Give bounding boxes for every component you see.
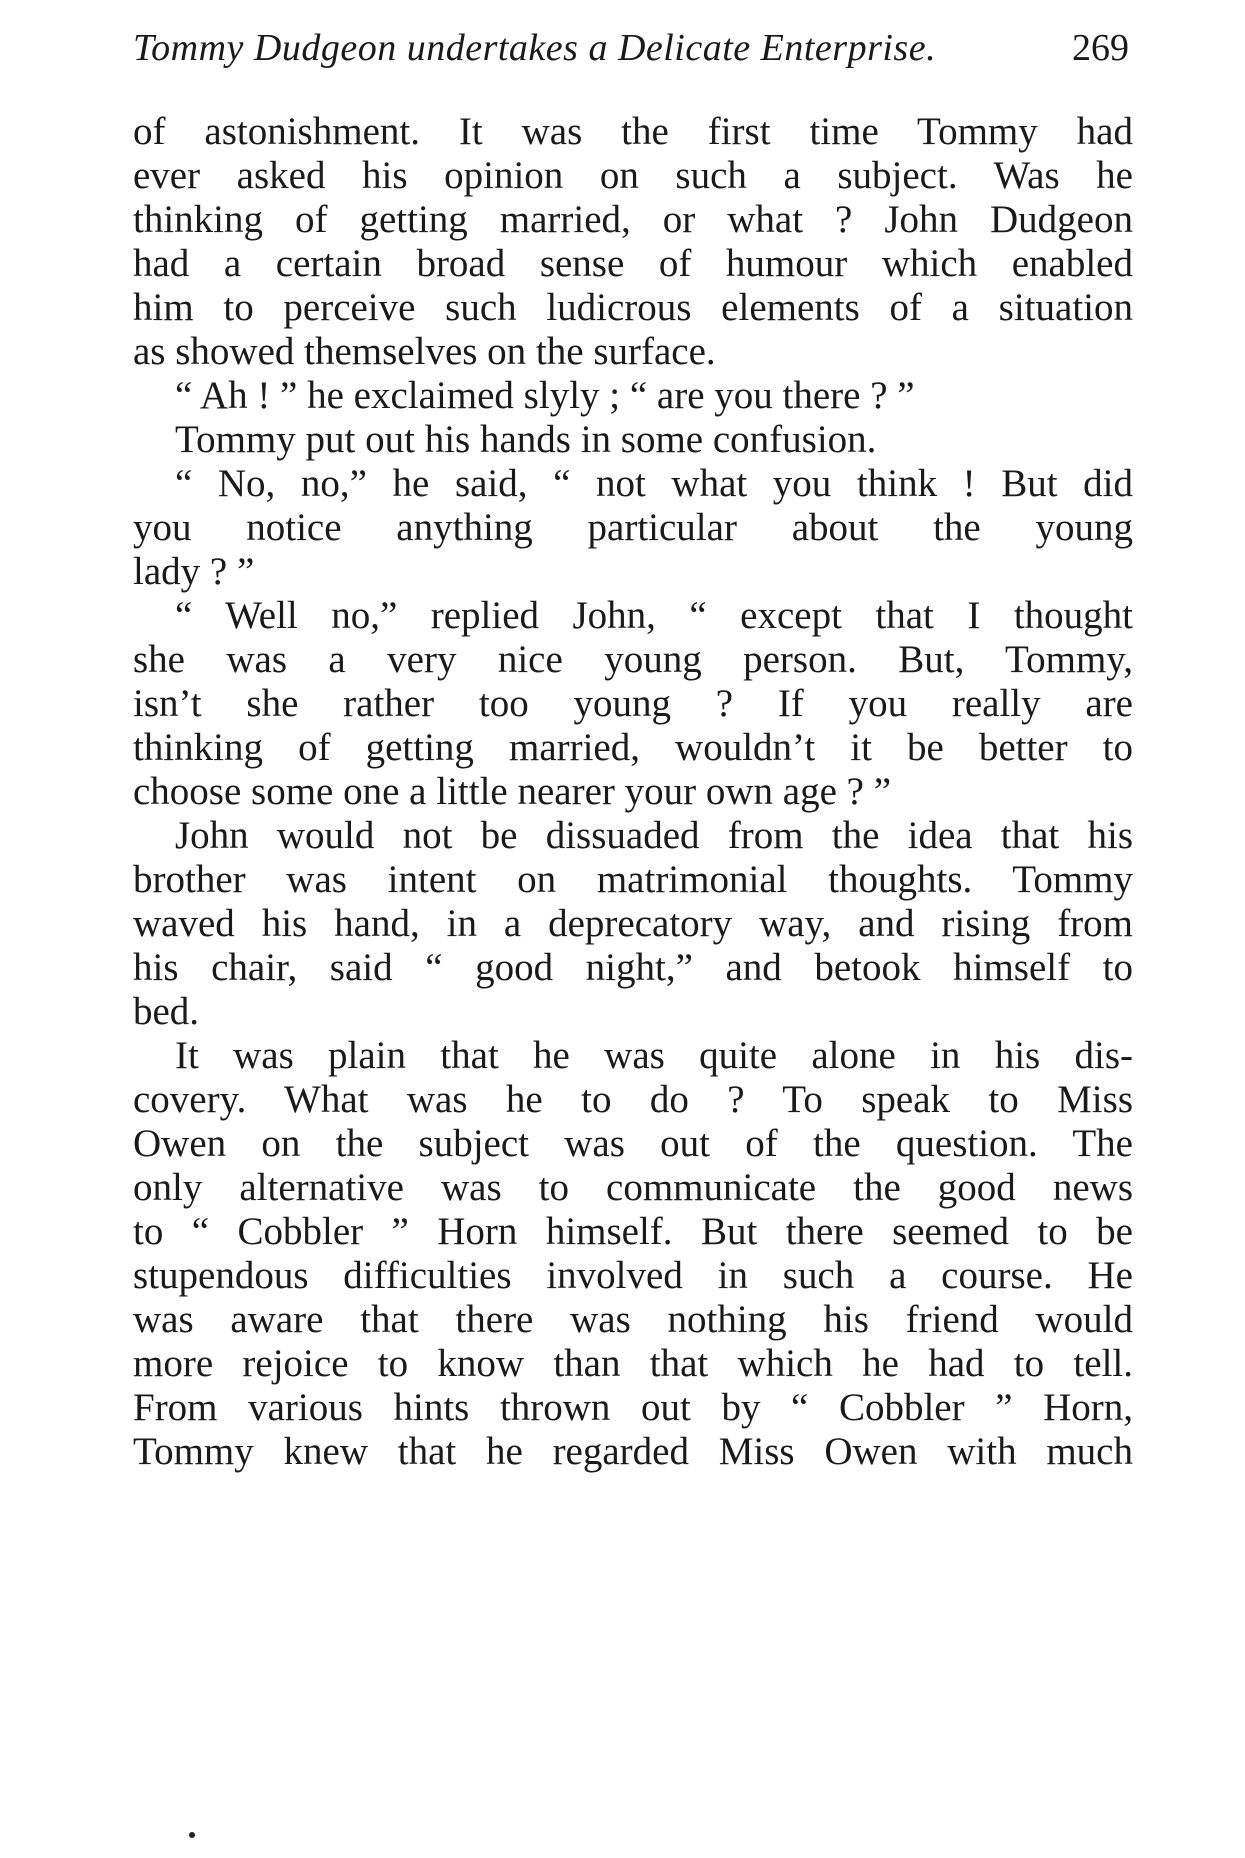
text-line: was aware that there was nothing his friend would [133,1298,1133,1341]
page-number: 269 [1072,27,1129,69]
text-line: bed. [133,990,200,1033]
text-line: “ Ah ! ” he exclaimed slyly ; “ are you there ? ” [175,374,915,417]
running-title: Tommy Dudgeon undertakes a Delicate Enterprise. [133,27,937,69]
text-line: only alternative was to communicate the good news [133,1166,1133,1209]
text-line: as showed themselves on the surface. [133,330,716,373]
text-line: she was a very nice young person. But, Tommy, [133,638,1133,681]
text-line: his chair, said “ good night,” and betook himself to [133,946,1133,989]
text-line: Owen on the subject was out of the question. The [133,1122,1133,1165]
text-line: of astonishment. It was the first time Tommy had [133,110,1133,153]
text-line: stupendous difficulties involved in such a course. He [133,1254,1133,1297]
text-line: more rejoice to know than that which he had to tell. [133,1342,1133,1385]
text-line: It was plain that he was quite alone in his dis- [175,1034,1133,1077]
text-line: “ Well no,” replied John, “ except that I thought [175,594,1133,637]
text-line: John would not be dissuaded from the idea that his [175,814,1133,857]
text-line: had a certain broad sense of humour which enabled [133,242,1133,285]
text-line: him to perceive such ludicrous elements of a situation [133,286,1133,329]
text-line: waved his hand, in a deprecatory way, and rising from [133,902,1133,945]
text-line: covery. What was he to do ? To speak to Miss [133,1078,1133,1121]
text-line: thinking of getting married, wouldn’t it be better to [133,726,1133,769]
text-line: ever asked his opinion on such a subject. Was he [133,154,1133,197]
text-line: thinking of getting married, or what ? John Dudgeon [133,198,1133,241]
text-line: “ No, no,” he said, “ not what you think ! But did [175,462,1133,505]
text-line: lady ? ” [133,550,255,593]
running-head [133,26,1133,80]
text-line: to “ Cobbler ” Horn himself. But there seemed to be [133,1210,1133,1253]
text-line: isn’t she rather too young ? If you really are [133,682,1133,725]
text-line: you notice anything particular about the young [133,506,1133,549]
print-speck [189,1832,195,1838]
text-line: choose some one a little nearer your own age ? ” [133,770,892,813]
text-line: Tommy knew that he regarded Miss Owen with much [133,1430,1133,1473]
text-line: brother was intent on matrimonial thoughts. Tommy [133,858,1133,901]
text-line: Tommy put out his hands in some confusion. [175,418,877,461]
text-line: From various hints thrown out by “ Cobbler ” Horn, [133,1386,1133,1429]
